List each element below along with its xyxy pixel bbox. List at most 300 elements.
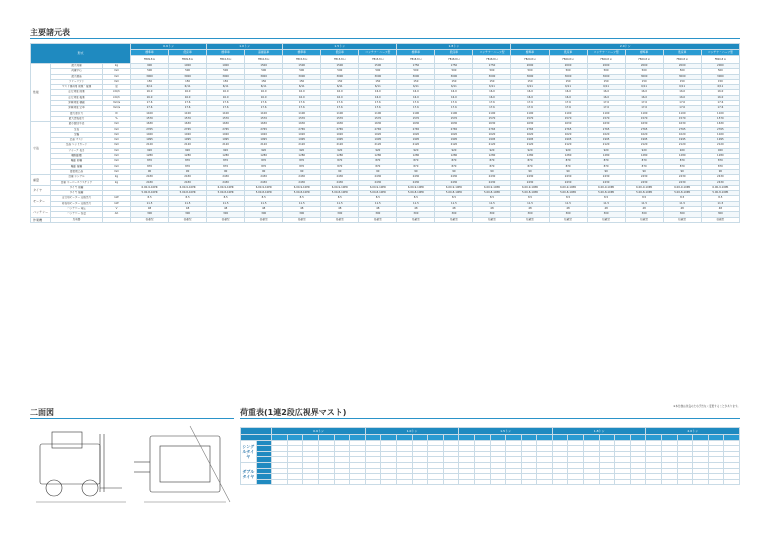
spec-value: 870	[511, 159, 549, 164]
spec-value: 150	[435, 79, 473, 84]
variant-header: コンテナ・ハーフ型	[587, 50, 625, 56]
spec-value: 500	[397, 69, 435, 74]
spec-value: 90	[511, 169, 549, 174]
spec-value: 6/11	[625, 85, 663, 90]
spec-value: 870	[131, 164, 169, 169]
spec-row-unit: mm/s	[103, 106, 131, 111]
spec-value: 1020	[435, 132, 473, 137]
spec-value: 1020	[169, 132, 207, 137]
drawing-section-title: 二面図	[30, 408, 54, 417]
spec-value: 5.00-8-10PR	[131, 191, 169, 196]
spec-value: 150	[701, 79, 739, 84]
spec-row-label: 最大登坂能力	[51, 116, 103, 121]
variant-header: 低床車	[435, 50, 473, 56]
spec-value: 2765	[169, 127, 207, 132]
spec-value: 2430	[245, 175, 283, 180]
load-capacity-header: 0.9トン	[272, 428, 366, 435]
spec-value: 2765	[625, 127, 663, 132]
spec-row-unit: mm	[103, 159, 131, 164]
spec-value: 500	[283, 69, 321, 74]
spec-value: 870	[663, 164, 701, 169]
spec-value: 2120	[207, 143, 245, 148]
spec-value: 6.00-9-10PR	[663, 185, 701, 190]
spec-value: 16.0	[701, 90, 739, 95]
spec-value: 870	[701, 164, 739, 169]
load-value	[537, 479, 553, 485]
spec-row-unit: mm	[103, 148, 131, 153]
spec-value: 1000	[169, 64, 207, 69]
spec-group-label: タイヤ	[31, 185, 51, 196]
spec-value: 1995	[701, 138, 739, 143]
spec-value: 8.5	[397, 196, 435, 201]
spec-value: 1995	[359, 138, 397, 143]
spec-value: 3000	[397, 74, 435, 79]
spec-value: 11.5	[169, 201, 207, 206]
spec-value: 17.6	[435, 101, 473, 106]
spec-value: 2765	[207, 127, 245, 132]
spec-value: 1570	[663, 116, 701, 121]
spec-value: 2765	[549, 127, 587, 132]
spec-value: 17.6	[625, 101, 663, 106]
spec-value: 17.6	[169, 101, 207, 106]
spec-row-label: 最大揚高	[51, 74, 103, 79]
spec-value: 17.6	[511, 106, 549, 111]
spec-value: 1020	[397, 132, 435, 137]
spec-value: 2430	[245, 180, 283, 185]
spec-value: 搭載型	[473, 217, 511, 222]
spec-value: 6/11	[587, 85, 625, 90]
spec-value: 300	[207, 212, 245, 217]
spec-value: 870	[169, 159, 207, 164]
spec-value: 6/11	[169, 85, 207, 90]
spec-value: 6.00-9-10PR	[207, 185, 245, 190]
load-value	[630, 479, 646, 485]
spec-value: 1570	[587, 116, 625, 121]
spec-value: 搭載型	[701, 217, 739, 222]
spec-value: 6.00-9-10PR	[435, 185, 473, 190]
spec-value: 300	[131, 212, 169, 217]
spec-value: 11.5	[701, 201, 739, 206]
spec-value: 1020	[359, 132, 397, 137]
spec-value: 17.6	[587, 101, 625, 106]
variant-header: 低床車	[549, 50, 587, 56]
spec-value: 1570	[321, 116, 359, 121]
spec-value: 1995	[549, 138, 587, 143]
variant-header: 標準車	[207, 50, 245, 56]
variant-header: 標準車	[131, 50, 169, 56]
spec-value: 300	[321, 212, 359, 217]
spec-value: 2000	[625, 64, 663, 69]
spec-value: 1000	[207, 64, 245, 69]
spec-value: 920	[587, 148, 625, 153]
spec-row	[31, 217, 740, 222]
spec-value: 1280	[511, 154, 549, 159]
spec-value: 870	[321, 159, 359, 164]
spec-value: 17.6	[283, 106, 321, 111]
spec-value: 1020	[321, 132, 359, 137]
load-value	[365, 479, 381, 485]
spec-value: 17.6	[397, 101, 435, 106]
drawing-title-rule	[30, 418, 234, 419]
capacity-header: 0.9トン	[131, 44, 207, 50]
spec-value: 1100	[169, 111, 207, 116]
spec-value: 17.6	[207, 101, 245, 106]
spec-value: 48	[245, 207, 283, 212]
spec-row-unit: 度	[103, 85, 131, 90]
spec-value: 1280	[207, 154, 245, 159]
spec-value: 1570	[549, 116, 587, 121]
load-mast-label: シングルタイヤ	[241, 440, 257, 462]
spec-value: 1630	[511, 122, 549, 127]
spec-value: 2120	[511, 143, 549, 148]
spec-row-unit: V	[103, 207, 131, 212]
spec-value: 1100	[283, 111, 321, 116]
spec-value: 1280	[283, 154, 321, 159]
spec-value: 3000	[511, 74, 549, 79]
spec-value: 6/11	[701, 85, 739, 90]
spec-value: 90	[587, 169, 625, 174]
spec-row-label: 輪距 後輪	[51, 164, 103, 169]
spec-row-unit: mm	[103, 132, 131, 137]
spec-value: 2765	[359, 127, 397, 132]
load-header-row	[241, 428, 740, 435]
spec-value: 90	[701, 169, 739, 174]
spec-row-label: タイヤ 後輪	[51, 191, 103, 196]
spec-value: 1995	[625, 138, 663, 143]
spec-value: 6/11	[511, 85, 549, 90]
spec-value: 16.0	[549, 90, 587, 95]
spec-value: 8.5	[207, 196, 245, 201]
spec-value: 16.0	[359, 90, 397, 95]
spec-value: 1100	[663, 111, 701, 116]
spec-value: 16.0	[511, 95, 549, 100]
spec-value: 48	[549, 207, 587, 212]
spec-value: 5.00-8-10PR	[701, 191, 739, 196]
spec-value: 搭載型	[131, 217, 169, 222]
spec-value: 1750	[435, 64, 473, 69]
spec-value: 6.00-9-10PR	[701, 185, 739, 190]
spec-row-unit: mm	[103, 127, 131, 132]
spec-value: 90	[131, 169, 169, 174]
spec-value: 2430	[283, 180, 321, 185]
variant-header: 低床車	[169, 50, 207, 56]
spec-value: 8.5	[549, 196, 587, 201]
spec-row-unit: mm	[103, 143, 131, 148]
load-value	[708, 479, 724, 485]
spec-row-unit: Ah	[103, 212, 131, 217]
spec-value: 5.00-8-10PR	[587, 191, 625, 196]
spec-value: 920	[207, 148, 245, 153]
spec-value: 48	[207, 207, 245, 212]
spec-value: 2430	[587, 180, 625, 185]
spec-value: 16.0	[131, 90, 169, 95]
spec-value: 2430	[321, 180, 359, 185]
spec-value: 2765	[473, 127, 511, 132]
spec-row-label: タイヤ 前輪	[51, 185, 103, 190]
spec-value: 2765	[701, 127, 739, 132]
spec-value: 870	[549, 159, 587, 164]
spec-value: 11.5	[359, 201, 397, 206]
spec-value: 1100	[359, 111, 397, 116]
spec-value: 16.0	[473, 95, 511, 100]
spec-value: 2120	[625, 143, 663, 148]
spec-value: 1100	[587, 111, 625, 116]
spec-value: 1020	[625, 132, 663, 137]
spec-table	[30, 43, 740, 223]
spec-value: 48	[625, 207, 663, 212]
spec-value: 搭載型	[549, 217, 587, 222]
spec-value: 2430	[511, 175, 549, 180]
spec-value: 2120	[397, 143, 435, 148]
spec-value: 48	[397, 207, 435, 212]
spec-value: 搭載型	[207, 217, 245, 222]
spec-value: 1750	[397, 64, 435, 69]
spec-value: 48	[663, 207, 701, 212]
load-value	[724, 479, 740, 485]
spec-value: 1995	[321, 138, 359, 143]
spec-value: 16.0	[473, 90, 511, 95]
spec-value: 搭載型	[587, 217, 625, 222]
spec-value: 300	[625, 212, 663, 217]
spec-row-unit: mm	[103, 154, 131, 159]
spec-row-unit: kg	[103, 64, 131, 69]
spec-value: 300	[701, 212, 739, 217]
spec-value: 1020	[283, 132, 321, 137]
spec-value: 8.5	[511, 196, 549, 201]
spec-value: 300	[359, 212, 397, 217]
spec-value: 6.00-9-10PR	[359, 185, 397, 190]
spec-row-label: 自重 シングル	[51, 175, 103, 180]
spec-row-unit: mm	[103, 69, 131, 74]
spec-value: 3000	[283, 74, 321, 79]
spec-value: 6.00-9-10PR	[511, 185, 549, 190]
spec-row-label: バッテリー 容量	[51, 212, 103, 217]
spec-value: 500	[359, 69, 397, 74]
load-value	[552, 479, 568, 485]
load-table	[240, 427, 740, 485]
spec-value: 11.5	[663, 201, 701, 206]
spec-value: 16.0	[169, 90, 207, 95]
spec-value: 6/11	[397, 85, 435, 90]
spec-value: 16.0	[587, 90, 625, 95]
load-value	[599, 479, 615, 485]
spec-value: 48	[701, 207, 739, 212]
spec-value: 6.00-9-10PR	[397, 185, 435, 190]
spec-value: 1570	[283, 116, 321, 121]
spec-value: 1020	[663, 132, 701, 137]
spec-value: 1630	[169, 122, 207, 127]
spec-value: 500	[663, 69, 701, 74]
spec-value: 11.5	[511, 201, 549, 206]
spec-value: 16.0	[587, 95, 625, 100]
spec-value: 1570	[359, 116, 397, 121]
spec-value: 11.5	[321, 201, 359, 206]
spec-value: 6.00-9-10PR	[131, 185, 169, 190]
spec-value: 2120	[245, 143, 283, 148]
spec-value: 500	[321, 69, 359, 74]
spec-value: 1995	[511, 138, 549, 143]
spec-value: 1570	[397, 116, 435, 121]
spec-value: 1630	[549, 122, 587, 127]
spec-value: 5.00-8-10PR	[169, 191, 207, 196]
spec-row-unit: km/h	[103, 90, 131, 95]
variant-header: コンテナ・ハーフ型	[701, 50, 739, 56]
spec-value: 870	[207, 164, 245, 169]
spec-value: 2430	[169, 175, 207, 180]
spec-value: 16.0	[321, 95, 359, 100]
spec-value: 90	[321, 169, 359, 174]
spec-value: 16.0	[663, 90, 701, 95]
spec-value: 870	[245, 164, 283, 169]
spec-row-unit: mm	[103, 164, 131, 169]
spec-value: 16.0	[625, 90, 663, 95]
spec-value: 300	[283, 212, 321, 217]
load-value	[474, 479, 490, 485]
variant-header: 標準車	[625, 50, 663, 56]
spec-value: 16.0	[435, 90, 473, 95]
spec-row-label: 荷重中心	[51, 69, 103, 74]
spec-value: 17.6	[169, 106, 207, 111]
load-capacity-header: 1.5トン	[459, 428, 553, 435]
spec-value: 150	[169, 79, 207, 84]
spec-value: 1100	[701, 111, 739, 116]
spec-value: 11.5	[207, 201, 245, 206]
spec-group-label: バッテリー	[31, 207, 51, 218]
variant-header: 標準車	[397, 50, 435, 56]
spec-value: 17.6	[701, 106, 739, 111]
spec-value: 16.0	[397, 95, 435, 100]
two-view-drawing	[30, 422, 234, 512]
spec-value: 2120	[435, 143, 473, 148]
spec-value: 16.0	[245, 90, 283, 95]
spec-value: 870	[511, 164, 549, 169]
spec-value: 2430	[359, 180, 397, 185]
spec-value: 11.5	[131, 201, 169, 206]
load-row	[241, 479, 740, 485]
spec-row-unit: mm	[103, 138, 131, 143]
spec-value: 1280	[169, 154, 207, 159]
variant-header: 低床車	[663, 50, 701, 56]
spec-value: 920	[397, 148, 435, 153]
spec-value: 1100	[131, 111, 169, 116]
spec-row-label: 走行用モーター 定格出力	[51, 196, 103, 201]
spec-value: 2430	[701, 180, 739, 185]
spec-row-label: 輪距 前輪	[51, 159, 103, 164]
spec-value: 920	[169, 148, 207, 153]
spec-value: 3000	[549, 74, 587, 79]
spec-value: 1750	[473, 64, 511, 69]
spec-value: 11.5	[549, 201, 587, 206]
spec-value: 搭載型	[397, 217, 435, 222]
spec-value: 3000	[625, 74, 663, 79]
spec-value: 17.6	[245, 101, 283, 106]
load-value	[287, 479, 303, 485]
spec-row-label: 走行速度 後進	[51, 95, 103, 100]
spec-value: 2430	[131, 175, 169, 180]
spec-value: 1280	[587, 154, 625, 159]
spec-value: 500	[549, 69, 587, 74]
spec-value: 870	[587, 164, 625, 169]
load-section-title: 荷重表(1連2段広視界マスト)	[240, 408, 347, 417]
load-value	[272, 479, 288, 485]
model-header: FB15-8 Li	[359, 56, 397, 64]
spec-value: 90	[397, 169, 435, 174]
spec-value: 16.0	[359, 95, 397, 100]
spec-value: 1995	[169, 138, 207, 143]
spec-value: 870	[701, 159, 739, 164]
spec-value: 6.00-9-10PR	[169, 185, 207, 190]
spec-value: 1630	[397, 122, 435, 127]
spec-value: 48	[321, 207, 359, 212]
spec-value: 90	[207, 169, 245, 174]
spec-value: 2430	[663, 180, 701, 185]
spec-value: 150	[359, 79, 397, 84]
spec-value: 2430	[625, 180, 663, 185]
spec-row-label: 荷役用モーター 定格出力	[51, 201, 103, 206]
variant-header: 標準車	[511, 50, 549, 56]
spec-value: 48	[131, 207, 169, 212]
spec-value: 1630	[359, 122, 397, 127]
spec-row-label: 最大荷重	[51, 64, 103, 69]
variant-header: 低床車	[321, 50, 359, 56]
model-header: FB10-8 Li	[207, 56, 245, 64]
spec-value: 16.0	[283, 90, 321, 95]
spec-value: 1570	[131, 116, 169, 121]
spec-value: 2000	[549, 64, 587, 69]
spec-value: 2430	[473, 175, 511, 180]
spec-value: 1100	[207, 111, 245, 116]
spec-value: 17.6	[663, 106, 701, 111]
spec-value: 1020	[549, 132, 587, 137]
spec-value: 150	[587, 79, 625, 84]
spec-value: 300	[549, 212, 587, 217]
spec-value: 3000	[245, 74, 283, 79]
spec-value: 8.5	[245, 196, 283, 201]
spec-value: 870	[283, 159, 321, 164]
spec-value: 6.00-9-10PR	[473, 185, 511, 190]
spec-value: 2430	[397, 175, 435, 180]
spec-value: 16.0	[549, 95, 587, 100]
spec-value: 48	[587, 207, 625, 212]
spec-value: 6/11	[321, 85, 359, 90]
spec-value: 300	[587, 212, 625, 217]
load-value	[615, 479, 631, 485]
spec-section-title: 主要諸元表	[30, 28, 70, 37]
spec-value: 2430	[397, 180, 435, 185]
spec-value: 920	[473, 148, 511, 153]
spec-value: 1280	[397, 154, 435, 159]
spec-value: 17.6	[435, 106, 473, 111]
spec-value: 150	[245, 79, 283, 84]
spec-value: 2120	[169, 143, 207, 148]
spec-value: 3000	[359, 74, 397, 79]
spec-row-label: 軸間距離	[51, 154, 103, 159]
spec-value: 5.00-8-10PR	[663, 191, 701, 196]
spec-row-unit: mm/s	[103, 101, 131, 106]
spec-value: 90	[359, 169, 397, 174]
spec-row-label: マスト傾斜角 前傾・後傾	[51, 85, 103, 90]
load-capacity-header: 2.0トン	[646, 428, 740, 435]
variant-header: 標準車	[283, 50, 321, 56]
spec-value: 3000	[207, 74, 245, 79]
spec-value: 2430	[131, 180, 169, 185]
spec-value: 16.0	[245, 95, 283, 100]
spec-value: 6/11	[245, 85, 283, 90]
spec-value: 5.00-8-10PR	[321, 191, 359, 196]
spec-value: 2430	[473, 180, 511, 185]
spec-value: 1995	[207, 138, 245, 143]
load-capacity-header: 1.8トン	[552, 428, 646, 435]
